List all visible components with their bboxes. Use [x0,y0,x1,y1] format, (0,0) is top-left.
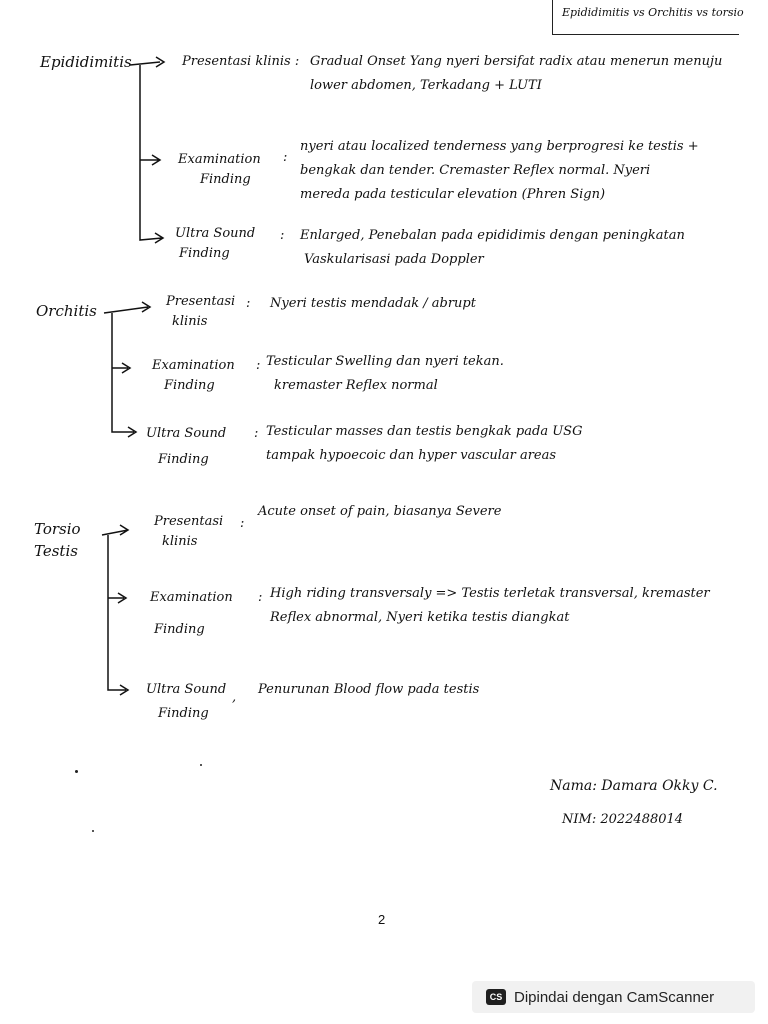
desc-presentasi-epididimitis: Gradual Onset Yang nyeri bersifat radix atau menerun menuju lower abdomen, Terkadang + LUTI [310,54,723,93]
section-name-epididimitis: Epididimitis [40,53,132,71]
bracket-torsio [102,525,128,695]
sep-examination-orchitis: : [256,358,261,373]
label-examination-torsio: Examination Finding [150,590,233,637]
desc-ultrasound-torsio: Penurunan Blood flow pada testis [258,682,480,697]
desc-presentasi-orchitis: Nyeri testis mendadak / abrupt [270,296,476,311]
pen-dot [200,764,202,766]
desc-presentasi-torsio: Acute onset of pain, biasanya Severe [258,504,502,519]
signature-name: Nama: Damara Okky C. [550,778,718,794]
bracket-orchitis [104,302,150,437]
camscanner-logo-icon: CS [486,989,506,1005]
bracket-epididimitis [130,57,164,243]
camscanner-text: Dipindai dengan CamScanner [514,988,715,1006]
pen-dot [92,830,94,832]
desc-ultrasound-epididimitis: Enlarged, Penebalan pada epididimis dengan peningkatan Vaskularisasi pada Doppler [300,228,685,267]
page-title: Epididimitis vs Orchitis vs torsio [562,6,744,19]
desc-ultrasound-orchitis: Testicular masses dan testis bengkak pada USG tampak hypoecoic dan hyper vascular areas [266,424,583,463]
label-ultrasound-torsio: Ultra Sound Finding [146,682,227,721]
label-ultrasound-epididimitis: Ultra Sound Finding [175,226,256,261]
label-examination-epididimitis: Examination Finding [178,152,261,187]
label-ultrasound-orchitis: Ultra Sound Finding [146,426,227,467]
label-examination-orchitis: Examination Finding [152,358,235,393]
sep-examination-epididimitis: : [283,150,288,165]
desc-examination-orchitis: Testicular Swelling dan nyeri tekan. kremaster Reflex normal [266,354,504,393]
page-number: 2 [378,912,386,927]
section-name-torsio: Torsio Testis [34,520,81,560]
sep-ultrasound-torsio: , [232,690,237,705]
sep-examination-torsio: : [258,590,263,605]
camscanner-badge [472,981,755,1013]
sep-presentasi-torsio: : [240,516,245,531]
section-name-orchitis: Orchitis [36,302,97,320]
pen-dot [75,770,78,773]
desc-examination-epididimitis: nyeri atau localized tenderness yang berprogresi ke testis + bengkak dan tender. Cremaster Reflex normal. Nyeri mereda pada testicular elevation (Phren Sign) [300,139,699,202]
desc-examination-torsio: High riding transversaly => Testis terletak transversal, kremaster Reflex abnormal, Nyeri ketika testis diangkat [270,586,710,625]
signature-nim: NIM: 2022488014 [562,812,684,827]
sep-presentasi-orchitis: : [246,296,251,311]
label-presentasi-orchitis: Presentasi klinis [166,294,236,329]
label-presentasi-epididimitis: Presentasi klinis : [182,54,300,69]
sep-ultrasound-epididimitis: : [280,228,285,243]
label-presentasi-torsio: Presentasi klinis [154,514,224,549]
sep-ultrasound-orchitis: : [254,426,259,441]
